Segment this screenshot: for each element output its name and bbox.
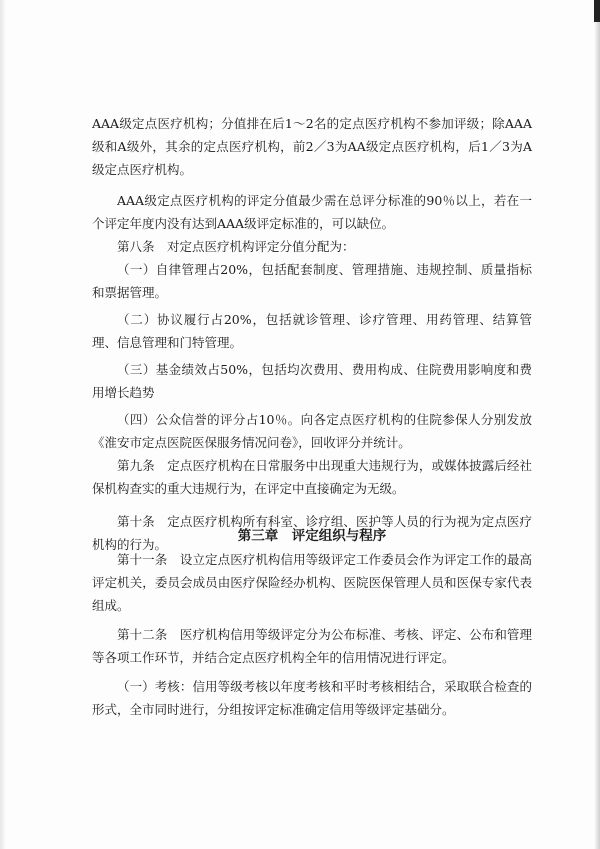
item-assessment: （一）考核：信用等级考核以年度考核和平时考核相结合，采取联合检查的形式，全市同时进行，分组按评定标准确定信用等级评定基础分。 [92, 679, 532, 717]
paragraph-grade-ranking: AAA级定点医疗机构；分值排在后1～2名的定点医疗机构不参加评级；除AAA级和A级外，其余的定点医疗机构，前2／3为AA级定点医疗机构，后1／3为A级定点医疗机构。 [92, 116, 532, 177]
article-8: 第八条 对定点医疗机构评定分值分配为： [117, 239, 355, 254]
article-10: 第十条 定点医疗机构所有科室、诊疗组、医护等人员的行为视为定点医疗机构的行为。 [92, 514, 532, 552]
scan-edge-left [0, 0, 6, 849]
item-agreement-performance: （二）协议履行占20%，包括就诊管理、诊疗管理、用药管理、结算管理、信息管理和门特管理。 [92, 312, 532, 350]
item-fund-performance: （三）基金绩效占50%，包括均次费用、费用构成、住院费用影响度和费用增长趋势 [92, 362, 532, 400]
scan-corner-mark [594, 0, 600, 22]
article-9: 第九条 定点医疗机构在日常服务中出现重大违规行为，或媒体披露后经社保机构查实的重大违规行为，在评定中直接确定为无级。 [92, 458, 532, 496]
body-text-lower [92, 548, 532, 721]
article-12: 第十二条 医疗机构信用等级评定分为公布标准、考核、评定、公布和管理等各项工作环节，并结合定点医疗机构全年的信用情况进行评定。 [92, 627, 532, 665]
body-text-upper [92, 112, 532, 556]
paragraph-aaa-threshold: AAA级定点医疗机构的评定分值最少需在总评分标准的90％以上，若在一个评定年度内没有达到AAA级评定标准的，可以缺位。 [92, 193, 532, 231]
chapter-title: 第三章 评定组织与程序 [237, 528, 387, 544]
item-self-management: （一）自律管理占20%，包括配套制度、管理措施、违规控制、质量指标和票据管理。 [92, 262, 532, 300]
item-public-reputation: （四）公众信誉的评分占10％。向各定点医疗机构的住院参保人分别发放《淮安市定点医院医保服务情况问卷》，回收评分并统计。 [92, 412, 532, 450]
article-11: 第十一条 设立定点医疗机构信用等级评定工作委员会作为评定工作的最高评定机关，委员会成员由医疗保险经办机构、医院医保管理人员和医保专家代表组成。 [92, 552, 532, 613]
scan-edge-right [594, 0, 600, 849]
